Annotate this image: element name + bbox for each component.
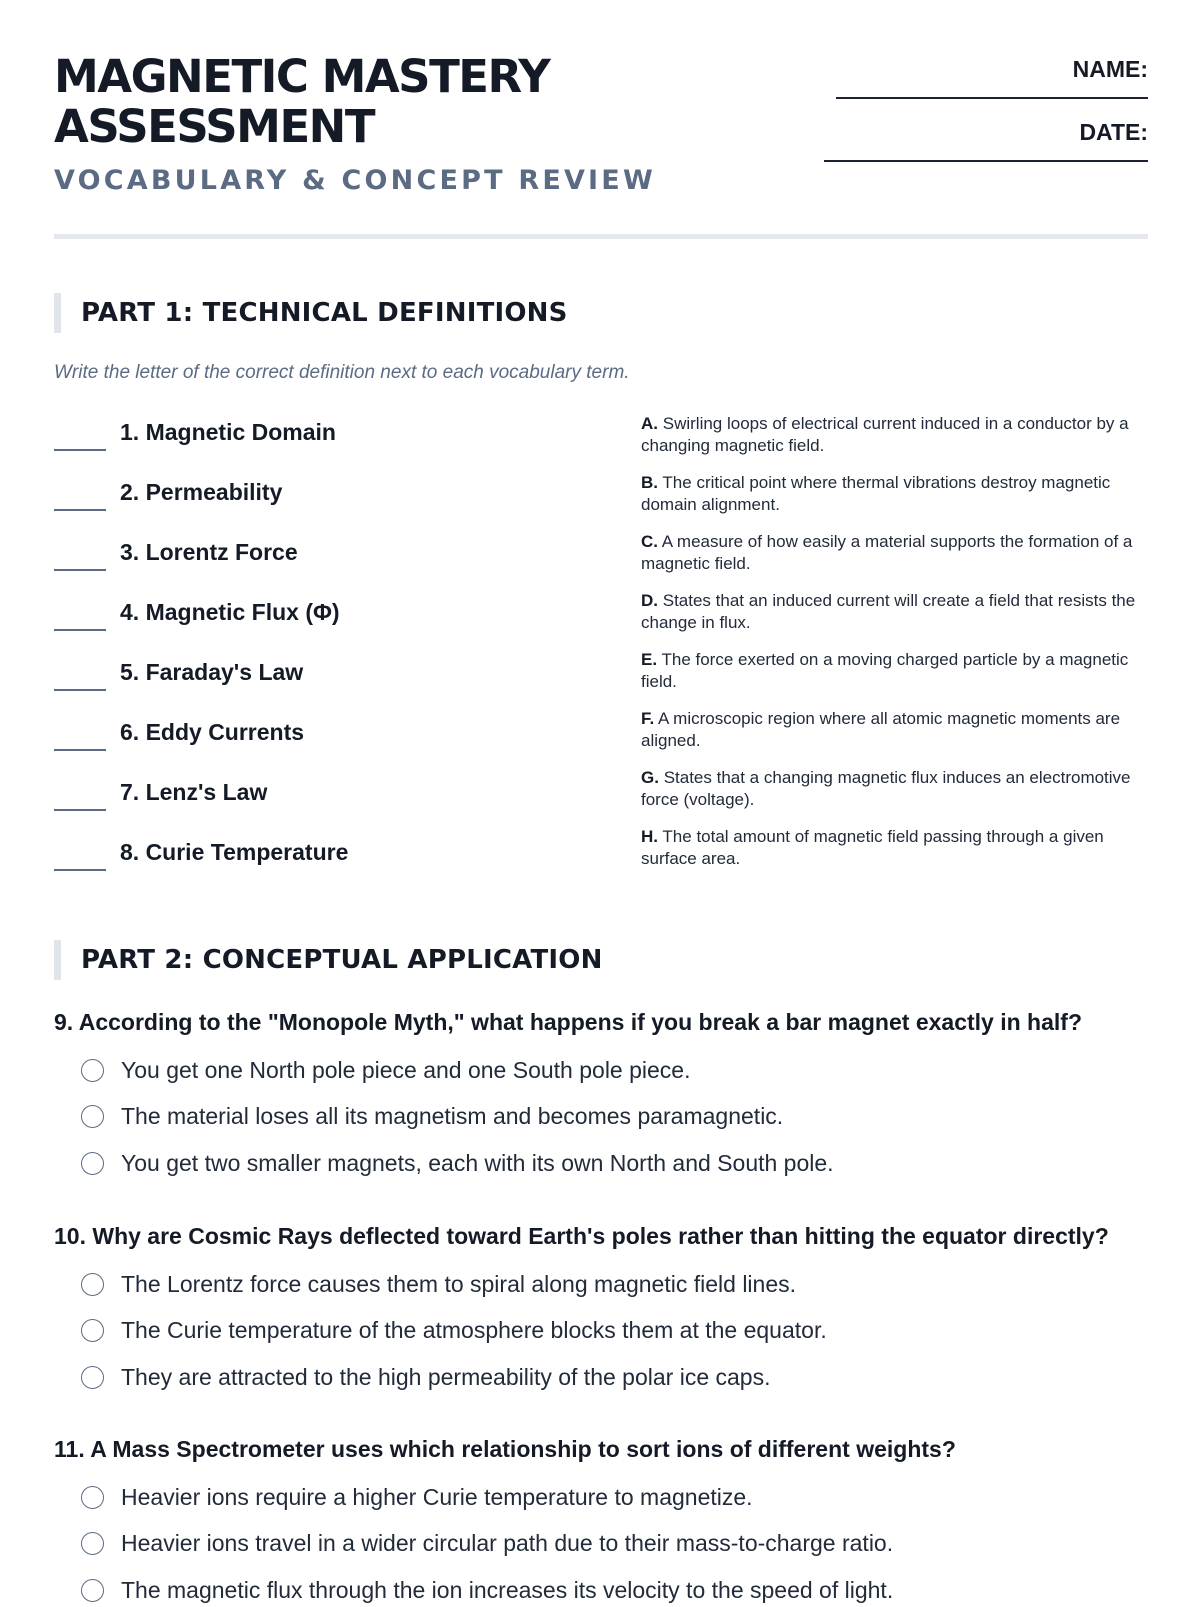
definition-text: A measure of how easily a material supports the formation of a magnetic field. [641, 532, 1133, 573]
definition-text: A microscopic region where all atomic magnetic moments are aligned. [641, 709, 1121, 750]
answer-blank[interactable] [54, 749, 106, 751]
option-label: The Lorentz force causes them to spiral along magnetic field lines. [121, 1271, 797, 1297]
definition-item [641, 649, 1141, 693]
definition-item [641, 590, 1141, 634]
page-subtitle: VOCABULARY & CONCEPT REVIEW [54, 165, 656, 196]
definition-text: The critical point where thermal vibrations destroy magnetic domain alignment. [641, 473, 1111, 514]
option-label: Heavier ions require a higher Curie temperature to magnetize. [121, 1484, 753, 1510]
option-label: You get one North pole piece and one South pole piece. [121, 1057, 691, 1083]
term-label: 5. Faraday's Law [120, 659, 304, 685]
definition-letter: H. [641, 827, 658, 846]
part1-instructions: Write the letter of the correct definition next to each vocabulary term. [54, 362, 630, 383]
radio-button[interactable] [81, 1319, 104, 1342]
term-label: 7. Lenz's Law [120, 779, 268, 805]
definition-text: The force exerted on a moving charged particle by a magnetic field. [641, 650, 1129, 691]
term-label: 4. Magnetic Flux (Φ) [120, 599, 340, 625]
part2-heading: PART 2: CONCEPTUAL APPLICATION [54, 940, 603, 980]
definition-item [641, 531, 1141, 575]
definition-text: Swirling loops of electrical current induced in a conductor by a changing magnetic field. [641, 414, 1129, 455]
radio-button[interactable] [81, 1579, 104, 1602]
option-label: The material loses all its magnetism and becomes paramagnetic. [121, 1103, 784, 1129]
radio-button[interactable] [81, 1059, 104, 1082]
answer-blank[interactable] [54, 689, 106, 691]
definition-text: States that a changing magnetic flux induces an electromotive force (voltage). [641, 768, 1131, 809]
term-label: 3. Lorentz Force [120, 539, 298, 565]
definition-item [641, 826, 1141, 870]
answer-blank[interactable] [54, 449, 106, 451]
definition-item [641, 413, 1141, 457]
definition-letter: D. [641, 591, 658, 610]
radio-button[interactable] [81, 1486, 104, 1509]
option-label: The magnetic flux through the ion increases its velocity to the speed of light. [121, 1577, 894, 1603]
definition-text: States that an induced current will create a field that resists the change in flux. [641, 591, 1136, 632]
name-label: NAME: [1072, 56, 1148, 82]
radio-button[interactable] [81, 1273, 104, 1296]
radio-button[interactable] [81, 1105, 104, 1128]
option-label: The Curie temperature of the atmosphere blocks them at the equator. [121, 1317, 827, 1343]
question-11: 11. A Mass Spectrometer uses which relationship to sort ions of different weights? [54, 1436, 956, 1462]
term-label: 6. Eddy Currents [120, 719, 305, 745]
student-info-fields [808, 56, 1148, 162]
answer-blank[interactable] [54, 569, 106, 571]
name-field[interactable] [836, 97, 1148, 99]
definition-letter: E. [641, 650, 658, 669]
answer-blank[interactable] [54, 869, 106, 871]
header-divider [54, 234, 1148, 239]
option-label: Heavier ions travel in a wider circular path due to their mass-to-charge ratio. [121, 1530, 894, 1556]
definition-letter: C. [641, 532, 658, 551]
definition-text: The total amount of magnetic field passing through a given surface area. [641, 827, 1104, 868]
option-label: They are attracted to the high permeability of the polar ice caps. [121, 1364, 771, 1390]
question-10: 10. Why are Cosmic Rays deflected toward Earth's poles rather than hitting the equator directly? [54, 1223, 1109, 1249]
question-9: 9. According to the "Monopole Myth," what happens if you break a bar magnet exactly in half? [54, 1009, 1082, 1035]
page-title: MAGNETIC MASTERY ASSESSMENT [54, 50, 550, 153]
answer-blank[interactable] [54, 629, 106, 631]
definition-item [641, 767, 1141, 811]
definition-letter: F. [641, 709, 655, 728]
radio-button[interactable] [81, 1152, 104, 1175]
radio-button[interactable] [81, 1366, 104, 1389]
definition-item [641, 708, 1141, 752]
term-label: 1. Magnetic Domain [120, 419, 336, 445]
answer-blank[interactable] [54, 809, 106, 811]
answer-blank[interactable] [54, 509, 106, 511]
term-label: 2. Permeability [120, 479, 283, 505]
definition-letter: G. [641, 768, 659, 787]
definition-item [641, 472, 1141, 516]
definition-letter: A. [641, 414, 658, 433]
date-field[interactable] [824, 160, 1148, 162]
date-label: DATE: [1079, 119, 1148, 145]
radio-button[interactable] [81, 1532, 104, 1555]
part1-heading: PART 1: TECHNICAL DEFINITIONS [54, 293, 568, 333]
option-label: You get two smaller magnets, each with its own North and South pole. [121, 1150, 834, 1176]
term-label: 8. Curie Temperature [120, 839, 349, 865]
definition-letter: B. [641, 473, 658, 492]
